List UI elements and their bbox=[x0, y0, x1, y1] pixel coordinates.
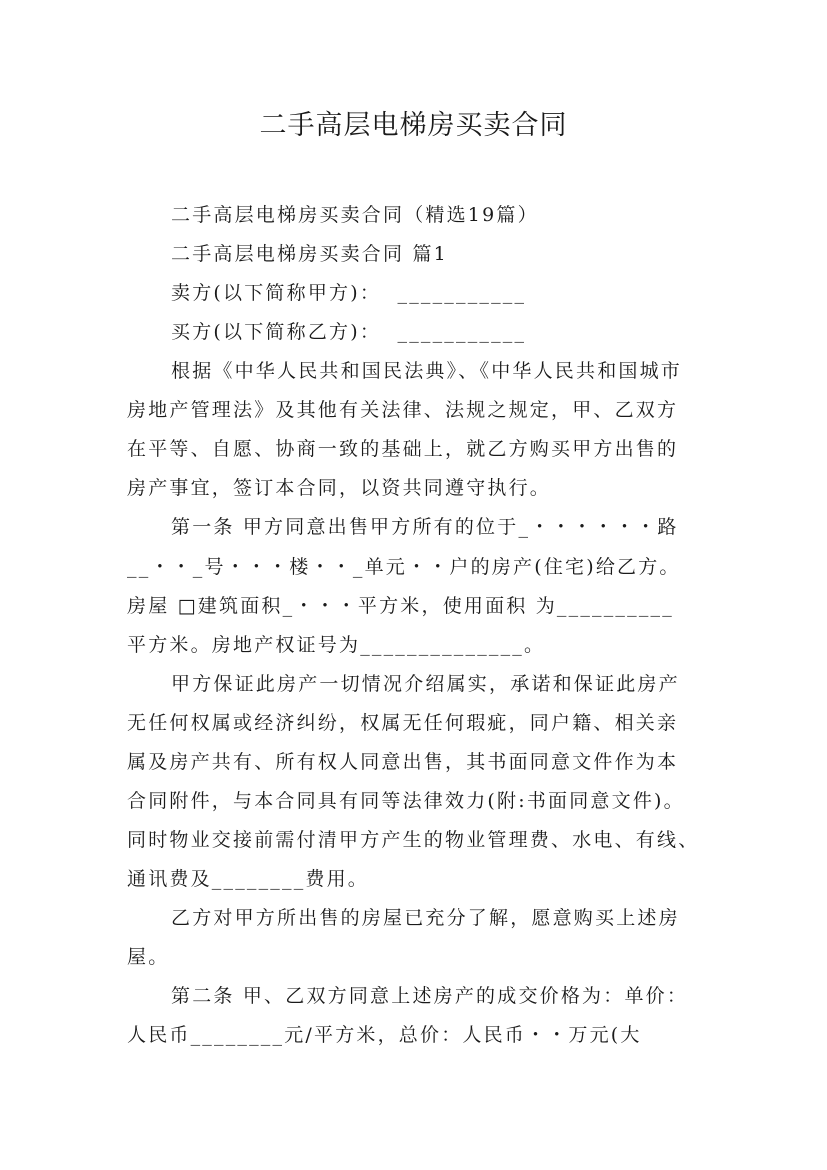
body-line: 第二条 甲、乙双方同意上述房产的成交价格为：单价： bbox=[171, 985, 689, 1007]
body-line: 甲方保证此房产一切情况介绍属实，承诺和保证此房产 bbox=[171, 673, 680, 695]
body-line: 在平等、自愿、协商一致的基础上，就乙方购买甲方出售的 bbox=[127, 438, 679, 460]
body-line: 无任何权属或经济纠纷，权属无任何瑕疵，同户籍、相关亲 bbox=[127, 712, 679, 734]
document-subtitle: 二手高层电梯房买卖合同（精选19篇） bbox=[171, 204, 539, 226]
body-line: 合同附件，与本合同具有同等法律效力(附:书面同意文件)。 bbox=[127, 790, 685, 812]
body-line: 房产事宜，签订本合同，以资共同遵守执行。 bbox=[127, 477, 552, 499]
body-line: 房屋 □建筑面积_・・・平方米，使用面积 为__________ bbox=[127, 595, 674, 617]
body-line: 根据《中华人民共和国民法典》、《中华人民共和国城市 bbox=[171, 360, 683, 382]
buyer-line: 买方(以下简称乙方)： ___________ bbox=[171, 321, 527, 343]
body-line: 乙方对甲方所出售的房屋已充分了解，愿意购买上述房 bbox=[171, 907, 680, 929]
seller-line: 卖方(以下简称甲方)： ___________ bbox=[171, 282, 527, 304]
body-line: 属及房产共有、所有权人同意出售，其书面同意文件作为本 bbox=[127, 751, 679, 773]
body-line: 平方米。房地产权证号为______________。 bbox=[127, 634, 546, 656]
body-line: 通讯费及________费用。 bbox=[127, 868, 370, 890]
document-title: 二手高层电梯房买卖合同 bbox=[259, 110, 568, 141]
body-line: 屋。 bbox=[127, 946, 170, 968]
section-heading: 二手高层电梯房买卖合同 篇1 bbox=[171, 243, 448, 265]
body-line: 同时物业交接前需付清甲方产生的物业管理费、水电、有线、 bbox=[127, 829, 700, 851]
body-line: __・・_号・・・楼・・_单元・・户的房产(住宅)给乙方。 bbox=[127, 556, 681, 578]
body-line: 第一条 甲方同意出售甲方所有的位于_・・・・・・路 bbox=[171, 516, 679, 538]
body-line: 人民币________元/平方米，总价：人民币・・万元(大 bbox=[127, 1024, 642, 1046]
body-line: 房地产管理法》及其他有关法律、法规之规定，甲、乙双方 bbox=[127, 399, 679, 421]
